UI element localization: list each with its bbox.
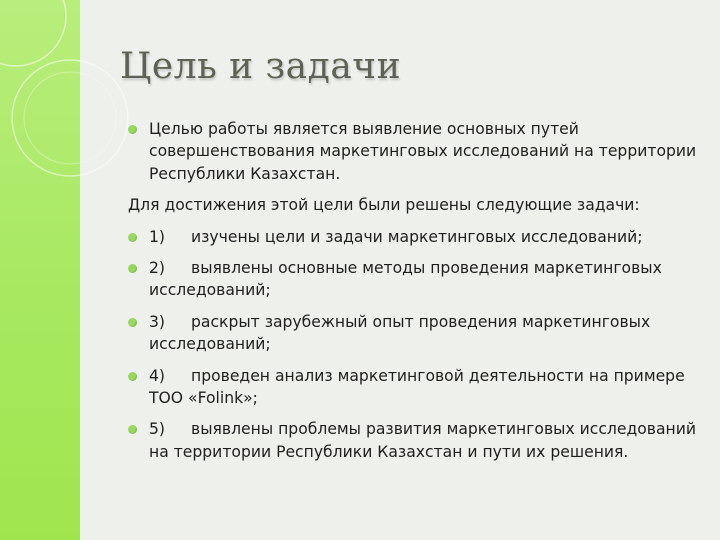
bullet-item	[128, 418, 698, 463]
bullet-item	[128, 311, 698, 356]
paragraph-item	[128, 194, 698, 216]
bullet-dot-icon	[128, 125, 137, 134]
item-text: изучены цели и задачи маркетинговых исследований;	[191, 227, 643, 246]
item-number: 1)	[149, 227, 166, 246]
bullet-dot-icon	[128, 372, 137, 381]
bullet-item	[128, 226, 698, 248]
item-text: выявлены основные методы проведения маркетинговых исследований;	[149, 259, 662, 300]
content-list	[128, 118, 698, 472]
bullet-dot-icon	[128, 233, 137, 242]
item-text: выявлены проблемы развития маркетинговых исследований на территории Республики Казахстан и пути их решения.	[149, 420, 697, 461]
item-number: 5)	[149, 420, 166, 439]
bullet-item	[128, 118, 698, 185]
item-text: проведен анализ маркетинговой деятельности на примере ТОО «Folink»;	[149, 366, 685, 408]
bullet-dot-icon	[128, 264, 137, 273]
item-number: 3)	[149, 312, 166, 331]
bullet-dot-icon	[128, 425, 137, 434]
item-text: раскрыт зарубежный опыт проведения маркетинговых исследований;	[149, 312, 651, 354]
bullet-item	[128, 365, 698, 410]
decorative-circles	[0, 0, 140, 210]
item-text: Целью работы является выявление основных путей совершенствования маркетинговых исследований на территории Республики Казахстан.	[149, 120, 697, 183]
item-number: 4)	[149, 366, 166, 385]
slide-title: Цель и задачи	[120, 46, 402, 87]
bullet-item	[128, 257, 698, 302]
item-text: Для достижения этой цели были решены следующие задачи:	[128, 196, 640, 215]
item-number: 2)	[149, 259, 166, 278]
bullet-dot-icon	[128, 318, 137, 327]
